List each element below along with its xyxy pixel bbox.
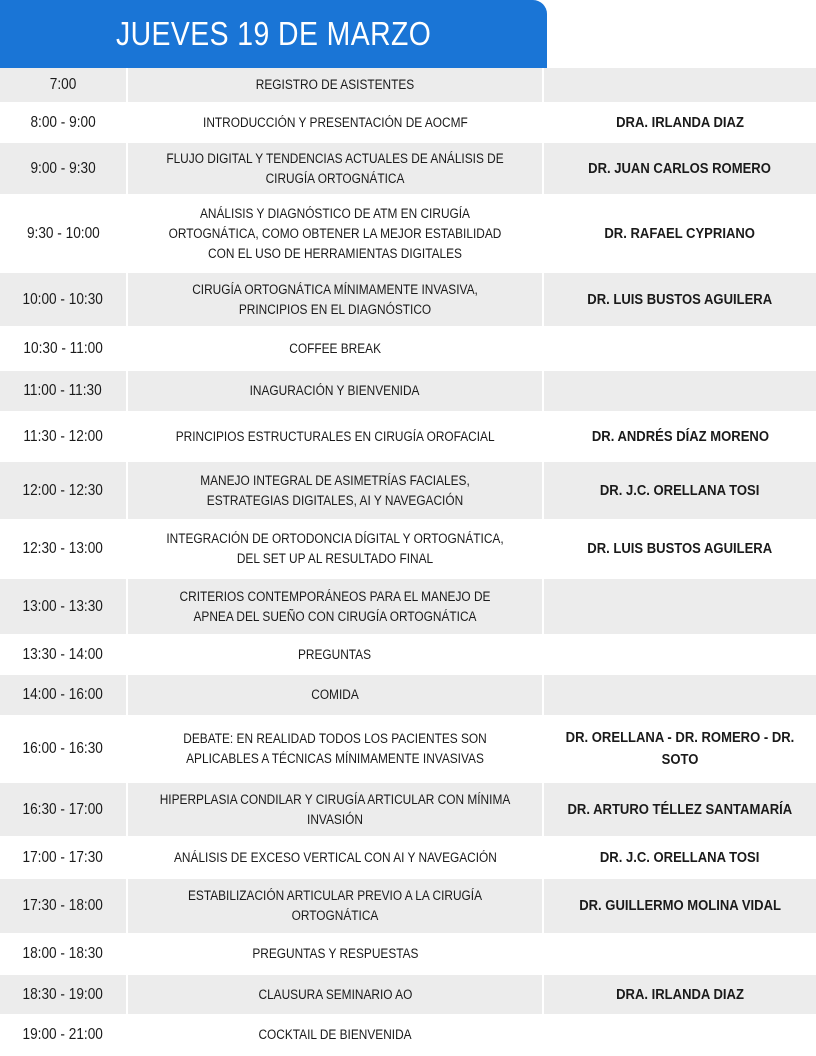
speaker-cell-text: DR. ARTURO TÉLLEZ SANTAMARÍA: [567, 801, 793, 818]
time-cell: [0, 579, 128, 634]
speaker-cell: [544, 579, 816, 634]
time-cell: [0, 838, 128, 877]
schedule-row: [0, 328, 816, 371]
topic-cell: [128, 371, 544, 411]
speaker-cell: [544, 879, 816, 933]
schedule-row: [0, 143, 816, 196]
speaker-cell: [544, 783, 816, 836]
topic-cell: [128, 68, 544, 102]
speaker-cell: [544, 68, 816, 102]
schedule-row: [0, 521, 816, 579]
speaker-cell-text: DR. J.C. ORELLANA TOSI: [600, 482, 760, 499]
time-cell: [0, 462, 128, 519]
topic-cell-text: INTRODUCCIÓN Y PRESENTACIÓN DE AOCMF: [202, 114, 468, 130]
topic-cell-text: DEBATE: EN REALIDAD TODOS LOS PACIENTES SON APLICABLES A TÉCNICAS MÍNIMAMENTE INVASIVAS: [183, 731, 487, 766]
speaker-cell: [544, 328, 816, 369]
topic-cell: [128, 413, 544, 460]
speaker-cell: [544, 462, 816, 519]
schedule-row: [0, 975, 816, 1016]
topic-cell-text: ANÁLISIS DE EXCESO VERTICAL CON AI Y NAVEGACIÓN: [173, 849, 497, 865]
schedule-row: [0, 579, 816, 636]
schedule-table: [0, 68, 816, 1056]
time-cell-text: 18:30 - 19:00: [22, 985, 104, 1003]
schedule-row: [0, 636, 816, 675]
time-cell-text: 14:00 - 16:00: [22, 686, 104, 703]
topic-cell-text: REGISTRO DE ASISTENTES: [255, 77, 415, 92]
time-cell: [0, 879, 128, 933]
time-cell: [0, 1016, 128, 1054]
speaker-cell: [544, 521, 816, 577]
topic-cell-text: COCKTAIL DE BIENVENIDA: [258, 1027, 412, 1042]
topic-cell: [128, 462, 544, 519]
time-cell-text: 16:00 - 16:30: [22, 740, 104, 757]
speaker-cell: [544, 413, 816, 460]
topic-cell-text: COFFEE BREAK: [289, 340, 381, 356]
topic-cell-text: MANEJO INTEGRAL DE ASIMETRÍAS FACIALES, ESTRATEGIAS DIGITALES, AI Y NAVEGACIÓN: [200, 472, 470, 508]
speaker-cell: [544, 675, 816, 715]
topic-cell-text: ESTABILIZACIÓN ARTICULAR PREVIO A LA CIRUGÍA ORTOGNÁTICA: [187, 888, 483, 923]
time-cell-text: 12:00 - 12:30: [22, 481, 104, 499]
schedule-row: [0, 273, 816, 328]
topic-cell: [128, 838, 544, 877]
time-cell: [0, 521, 128, 577]
topic-cell: [128, 143, 544, 194]
topic-cell-text: CIRUGÍA ORTOGNÁTICA MÍNIMAMENTE INVASIVA, PRINCIPIOS EN EL DIAGNÓSTICO: [192, 281, 478, 317]
schedule-row: [0, 462, 816, 521]
schedule-row: [0, 371, 816, 413]
speaker-cell: [544, 143, 816, 194]
topic-cell-text: HIPERPLASIA CONDILAR Y CIRUGÍA ARTICULAR CON MÍNIMA INVASIÓN: [159, 791, 511, 827]
speaker-cell: [544, 1016, 816, 1054]
speaker-cell-text: DR. ANDRÉS DÍAZ MORENO: [591, 428, 769, 445]
time-cell: [0, 975, 128, 1014]
topic-cell: [128, 196, 544, 271]
schedule-row: [0, 675, 816, 717]
topic-cell-text: PRINCIPIOS ESTRUCTURALES EN CIRUGÍA OROFACIAL: [175, 428, 495, 444]
speaker-cell-text: DRA. IRLANDA DIAZ: [616, 114, 744, 131]
speaker-cell-text: DR. LUIS BUSTOS AGUILERA: [587, 541, 773, 557]
time-cell-text: 11:00 - 11:30: [23, 382, 103, 399]
speaker-cell: [544, 371, 816, 411]
topic-cell: [128, 328, 544, 369]
speaker-cell: [544, 636, 816, 673]
time-cell: [0, 68, 128, 102]
speaker-cell-text: DR. ORELLANA - DR. ROMERO - DR. SOTO: [565, 730, 795, 768]
time-cell-text: 16:30 - 17:00: [22, 800, 104, 818]
topic-cell-text: INTEGRACIÓN DE ORTODONCIA DÍGITAL Y ORTOGNÁTICA, DEL SET UP AL RESULTADO FINAL: [166, 531, 504, 566]
time-cell: [0, 636, 128, 673]
time-cell: [0, 273, 128, 326]
schedule-row: [0, 879, 816, 935]
topic-cell: [128, 579, 544, 634]
topic-cell: [128, 521, 544, 577]
topic-cell: [128, 636, 544, 673]
time-cell-text: 12:30 - 13:00: [22, 540, 104, 557]
time-cell: [0, 143, 128, 194]
topic-cell: [128, 783, 544, 836]
speaker-cell: [544, 935, 816, 973]
time-cell-text: 7:00: [49, 76, 77, 93]
schedule-row: [0, 1016, 816, 1056]
time-cell: [0, 413, 128, 460]
topic-cell-text: ANÁLISIS Y DIAGNÓSTICO DE ATM EN CIRUGÍA ORTOGNÁTICA, COMO OBTENER LA MEJOR ESTABILIDAD CON EL USO DE HERRAMIENTAS DIGITALES: [168, 205, 502, 261]
time-cell-text: 18:00 - 18:30: [22, 945, 104, 962]
time-cell-text: 10:00 - 10:30: [22, 290, 104, 308]
speaker-cell-text: DRA. IRLANDA DIAZ: [616, 986, 744, 1003]
topic-cell-text: PREGUNTAS: [298, 646, 372, 662]
topic-cell: [128, 935, 544, 973]
speaker-cell-text: DR. LUIS BUSTOS AGUILERA: [587, 291, 773, 308]
time-cell-text: 13:00 - 13:30: [22, 597, 104, 615]
speaker-cell: [544, 196, 816, 271]
schedule-row: [0, 935, 816, 975]
speaker-cell: [544, 273, 816, 326]
day-header: [0, 0, 547, 68]
speaker-cell-text: DR. RAFAEL CYPRIANO: [604, 225, 756, 242]
time-cell: [0, 717, 128, 781]
time-cell: [0, 371, 128, 411]
topic-cell: [128, 104, 544, 141]
topic-cell-text: PREGUNTAS Y RESPUESTAS: [251, 946, 419, 961]
topic-cell-text: INAGURACIÓN Y BIENVENIDA: [250, 383, 420, 398]
time-cell: [0, 104, 128, 141]
speaker-cell: [544, 838, 816, 877]
schedule-row: [0, 196, 816, 273]
topic-cell: [128, 1016, 544, 1054]
schedule-row: [0, 104, 816, 143]
time-cell-text: 11:30 - 12:00: [23, 427, 103, 445]
topic-cell: [128, 717, 544, 781]
topic-cell: [128, 879, 544, 933]
time-cell: [0, 675, 128, 715]
schedule-row: [0, 413, 816, 462]
time-cell: [0, 328, 128, 369]
topic-cell: [128, 273, 544, 326]
time-cell-text: 19:00 - 21:00: [22, 1026, 104, 1043]
schedule-row: [0, 68, 816, 104]
time-cell-text: 17:00 - 17:30: [22, 848, 104, 866]
speaker-cell-text: DR. GUILLERMO MOLINA VIDAL: [579, 898, 781, 914]
schedule-row: [0, 783, 816, 838]
speaker-cell: [544, 717, 816, 781]
time-cell-text: 9:00 - 9:30: [30, 159, 96, 177]
topic-cell: [128, 675, 544, 715]
speaker-cell-text: DR. J.C. ORELLANA TOSI: [600, 849, 760, 866]
topic-cell-text: FLUJO DIGITAL Y TENDENCIAS ACTUALES DE ANÁLISIS DE CIRUGÍA ORTOGNÁTICA: [166, 150, 504, 186]
topic-cell: [128, 975, 544, 1014]
time-cell-text: 13:30 - 14:00: [22, 645, 104, 663]
speaker-cell-text: DR. JUAN CARLOS ROMERO: [588, 160, 772, 177]
time-cell-text: 10:30 - 11:00: [23, 339, 103, 357]
schedule-row: [0, 838, 816, 879]
speaker-cell: [544, 975, 816, 1014]
speaker-cell: [544, 104, 816, 141]
day-title: JUEVES 19 DE MARZO: [116, 15, 432, 52]
topic-cell-text: COMIDA: [311, 687, 359, 702]
time-cell-text: 9:30 - 10:00: [26, 224, 100, 242]
time-cell-text: 17:30 - 18:00: [22, 897, 104, 914]
schedule-row: [0, 717, 816, 783]
time-cell: [0, 196, 128, 271]
topic-cell-text: CRITERIOS CONTEMPORÁNEOS PARA EL MANEJO DE APNEA DEL SUEÑO CON CIRUGÍA ORTOGNÁTICA: [179, 588, 491, 624]
time-cell: [0, 783, 128, 836]
time-cell: [0, 935, 128, 973]
topic-cell-text: CLAUSURA SEMINARIO AO: [258, 986, 412, 1002]
time-cell-text: 8:00 - 9:00: [30, 113, 96, 131]
